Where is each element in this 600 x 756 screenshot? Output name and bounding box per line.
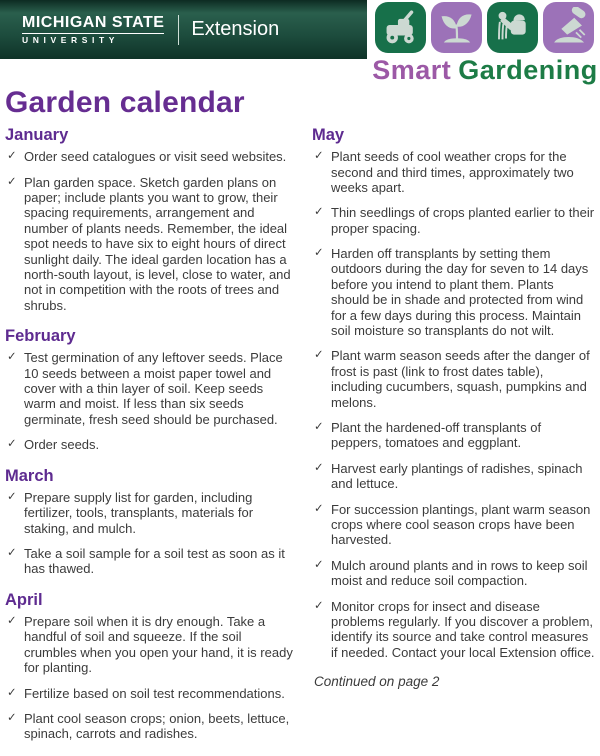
right-column [312,126,595,756]
msu-logo [22,15,279,45]
logo-word-gardening: Gardening [458,55,598,85]
extension-label: Extension [191,18,280,40]
calendar-item [312,348,595,410]
item-text: Plan garden space. Sketch garden plans on paper; include plants you want to grow, their spacing requirements, arrangement and number of plants needs. Remember, the ideal spot needs to have six to eight hours of direct sunlight daily. The ideal garden location has a north-south layout, is level, close to water, and not in competition with the roots of trees and shrubs. [24,174,291,313]
check-icon: ✓ [7,712,17,725]
check-icon: ✓ [314,150,324,163]
logo-word-smart: Smart [372,55,452,85]
item-text: Plant the hardened-off transplants of peppers, tomatoes and eggplant. [331,420,542,451]
calendar-item [312,246,595,338]
calendar-item [312,599,595,661]
month-section [5,467,295,577]
calendar-item [312,502,595,548]
check-icon: ✓ [314,247,324,260]
item-text: Mulch around plants and in rows to keep soil moist and reduce soil compaction. [331,557,588,589]
item-text: For succession plantings, plant warm season crops where cool season crops have been harvested. [331,501,591,548]
calendar-item [5,175,295,314]
month-item-list [5,149,295,313]
msu-wordmark-line2: UNIVERSITY [22,34,120,45]
month-section [5,126,295,313]
item-text: Fertilize based on soil test recommendations. [24,685,285,701]
item-text: Harden off transplants by setting them outdoors during the day for seven to 14 days before you intend to plant them. Plants should be in shade and protected from wind for a few days during this process. Maintain soil moisture so transplants do not wilt. [331,246,589,339]
month-section [5,327,295,453]
calendar-item [5,490,295,536]
calendar-item [312,205,595,236]
check-icon: ✓ [314,599,324,612]
month-item-list [5,490,295,577]
check-icon: ✓ [314,461,324,474]
month-heading: April [5,590,43,609]
smart-gardening-logo [372,2,598,86]
calendar-item [5,437,295,453]
check-icon: ✓ [7,351,17,364]
month-heading: January [5,126,69,144]
calendar-item [5,350,295,427]
check-icon: ✓ [7,686,17,699]
item-text: Test germination of any leftover seeds. Place 10 seeds between a moist paper towel and cover with a thin layer of soil. Keep seeds warm and moist. If less than six seeds germinate, fresh seed should be purchased. [24,350,283,427]
calendar-item [312,558,595,589]
check-icon: ✓ [7,175,17,188]
item-text: Order seeds. [24,437,100,453]
check-icon: ✓ [7,438,17,451]
calendar-item [5,614,295,676]
month-heading: March [5,466,54,485]
month-heading: May [312,126,345,144]
check-icon: ✓ [314,349,324,362]
calendar-item [5,711,295,742]
check-icon: ✓ [7,490,17,503]
check-icon: ✓ [7,547,17,560]
check-icon: ✓ [7,615,17,628]
item-text: Plant seeds of cool weather crops for the second and third times, approximately two weeks apart. [331,149,574,195]
item-text: Plant warm season seeds after the danger of frost is past (link to frost dates table), including cucumbers, squash, pumpkins and melons. [331,348,590,410]
trowel-icon [543,2,594,53]
calendar-item [312,461,595,492]
calendar-item [312,149,595,195]
calendar-item [5,546,295,577]
lawnmower-icon [375,2,426,53]
check-icon: ✓ [7,150,17,163]
check-icon: ✓ [314,206,324,219]
msu-wordmark-line1: MICHIGAN STATE [22,15,164,34]
calendar-item [5,149,295,165]
month-section [5,591,295,742]
month-item-list [5,614,295,742]
watering-can-icon [487,2,538,53]
check-icon: ✓ [314,502,324,515]
check-icon: ✓ [314,558,324,571]
item-text: Plant cool season crops; onion, beets, lettuce, spinach, carrots and radishes. [24,711,290,742]
check-icon: ✓ [314,421,324,433]
item-text: Harvest early plantings of radishes, spinach and lettuce. [331,460,583,492]
month-item-list [312,149,595,660]
page-title: Garden calendar [5,86,245,119]
month-heading: February [5,327,76,346]
item-text: Order seed catalogues or visit seed websites. [24,149,287,165]
month-item-list [5,350,295,452]
item-text: Prepare supply list for garden, including fertilizer, tools, transplants, materials for staking, and mulch. [24,489,254,536]
item-text: Monitor crops for insect and disease problems regularly. If you discover a problem, identify its source and take control measures if needed. Contact your local Extension office. [331,598,595,660]
item-text: Take a soil sample for a soil test as soon as it has thawed. [24,546,285,577]
item-text: Prepare soil when it is dry enough. Take a handful of soil and squeeze. If the soil crumbles when you open your hand, it is ready for planting. [24,614,293,676]
continued-note: Continued on page 2 [314,674,440,690]
header-divider [178,15,179,45]
item-text: Thin seedlings of crops planted earlier to their proper spacing. [331,205,595,236]
calendar-item [312,420,595,451]
month-section [312,126,595,660]
left-column [5,126,295,756]
seedling-icon [431,2,482,53]
msu-header-bar [0,0,367,59]
calendar-content [5,126,595,756]
